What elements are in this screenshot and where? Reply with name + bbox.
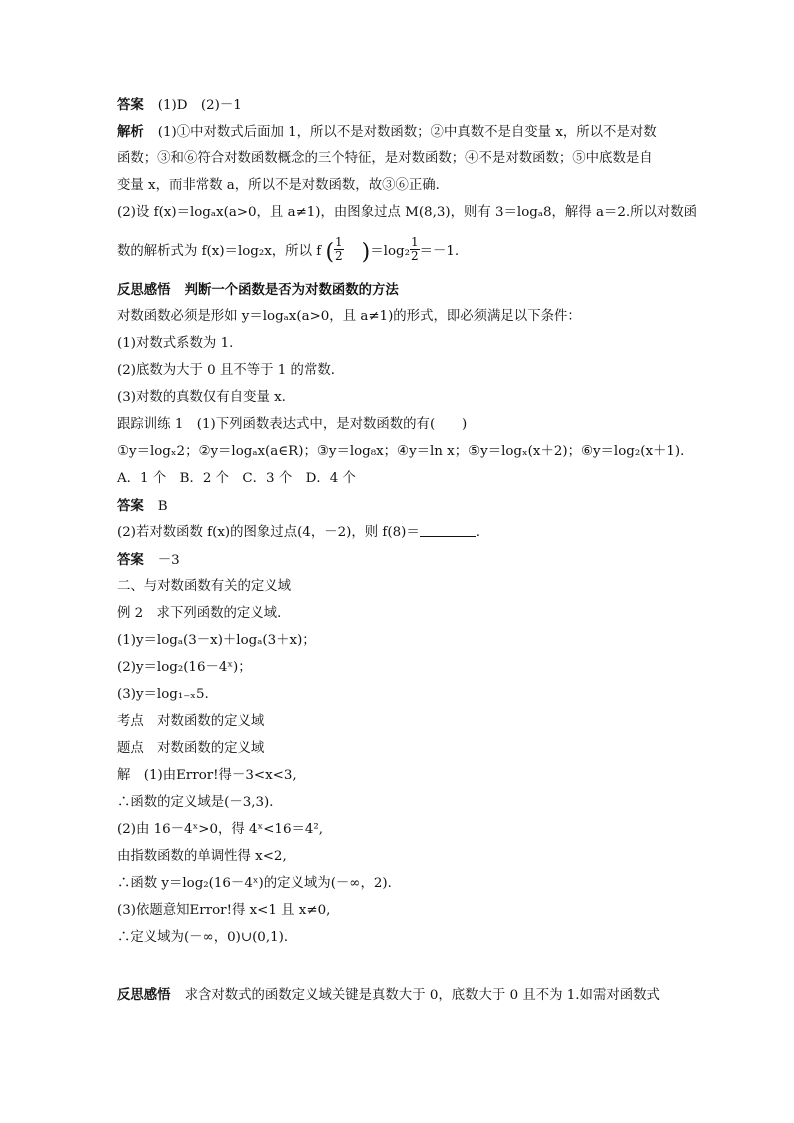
- solution-4: 由指数函数的单调性得 x<2,: [117, 849, 287, 864]
- analysis-line-1: 解析 (1)①中对数式后面加 1，所以不是对数函数；②中真数不是自变量 x，所以不是对数: [117, 124, 657, 140]
- reflect-item-3: (3)对数的真数仅有自变量 x.: [117, 390, 286, 405]
- reflect-item-1: (1)对数式系数为 1.: [117, 336, 234, 351]
- reflect-item-2: (2)底数为大于 0 且不等于 1 的常数．: [117, 363, 345, 378]
- analysis-line-5: 数的解析式为 f(x)＝log₂x，所以 f ( $\frac{1}{2}$ )＝log₂ $\frac{1}{2}$ ＝－1.: [117, 235, 460, 265]
- answer-label: 答案: [117, 97, 144, 113]
- reflect-title: 判断一个函数是否为对数函数的方法: [184, 282, 399, 298]
- answer-line: [117, 96, 242, 115]
- example-title: 例 2 求下列函数的定义域．: [117, 606, 291, 621]
- reflect2-line: 反思感悟 求含对数式的函数定义域关键是真数大于 0，底数大于 0 且不为 1.如需对函数式: [117, 987, 660, 1003]
- section-title: 二、与对数函数有关的定义域: [117, 579, 292, 594]
- practice-expressions: ①y＝logₓ2；②y＝logₐx(a∈R)；③y＝log₈x；④y＝ln x；⑤y＝logₓ(x＋2)；⑥y＝log₂(x＋1)．: [117, 444, 694, 459]
- analysis-line-3: 变量 x，而非常数 a，所以不是对数函数，故③⑥正确．: [117, 178, 450, 193]
- solution-1: 解 (1)由Error!得－3<x<3,: [117, 768, 297, 783]
- practice-question-2: (2)若对数函数 f(x)的图象过点(4，－2)，则 f(8)＝ .: [117, 525, 480, 540]
- reflect-heading: [117, 281, 399, 300]
- reflect2-label: 反思感悟: [117, 987, 171, 1003]
- practice-answer-2: 答案 －3: [117, 552, 180, 568]
- analysis-line-2: 函数；③和⑥符合对数函数概念的三个特征，是对数函数；④不是对数函数；⑤中底数是自: [117, 151, 653, 166]
- reflect-intro: 对数函数必须是形如 y＝logₐx(a>0，且 a≠1)的形式，即必须满足以下条件：: [117, 309, 581, 324]
- solution-3: (2)由 16－4ˣ>0，得 4ˣ<16＝4²,: [117, 822, 324, 837]
- fraction-2: $\frac{1}{2}$: [410, 235, 419, 263]
- analysis-label: 解析: [117, 124, 144, 140]
- analysis-line-4: (2)设 f(x)＝logₐx(a>0，且 a≠1)，由图象过点 M(8,3)，则有 3＝logₐ8，解得 a＝2.所以对数函: [117, 205, 698, 220]
- example-q2: (2)y＝log₂(16－4ˣ)；: [117, 660, 252, 675]
- solution-2: ∴函数的定义域是(－3,3)．: [117, 795, 283, 810]
- solution-6: (3)依题意知Error!得 x<1 且 x≠0,: [117, 903, 331, 918]
- answer-blank: [420, 524, 476, 537]
- kaodian: 考点 对数函数的定义域: [117, 714, 265, 729]
- fraction: $\frac{1}{2}$: [335, 235, 343, 263]
- practice-options: A．1 个 B．2 个 C．3 个 D．4 个: [117, 471, 356, 486]
- solution-7: ∴定义域为(－∞，0)∪(0,1)．: [117, 930, 298, 945]
- answer-text: (1)D (2)－1: [157, 98, 242, 113]
- practice-title: 跟踪训练 1 (1)下列函数表达式中，是对数函数的有( ): [117, 417, 468, 432]
- tidian: 题点 对数函数的定义域: [117, 741, 265, 756]
- reflect-label: 反思感悟: [117, 282, 171, 298]
- example-q1: (1)y＝logₐ(3－x)＋logₐ(3＋x)；: [117, 633, 316, 648]
- practice-answer: 答案 B: [117, 498, 168, 514]
- solution-5: ∴函数 y＝log₂(16－4ˣ)的定义域为(－∞，2)．: [117, 876, 401, 891]
- example-q3: (3)y＝log₁₋ₓ5.: [117, 687, 209, 702]
